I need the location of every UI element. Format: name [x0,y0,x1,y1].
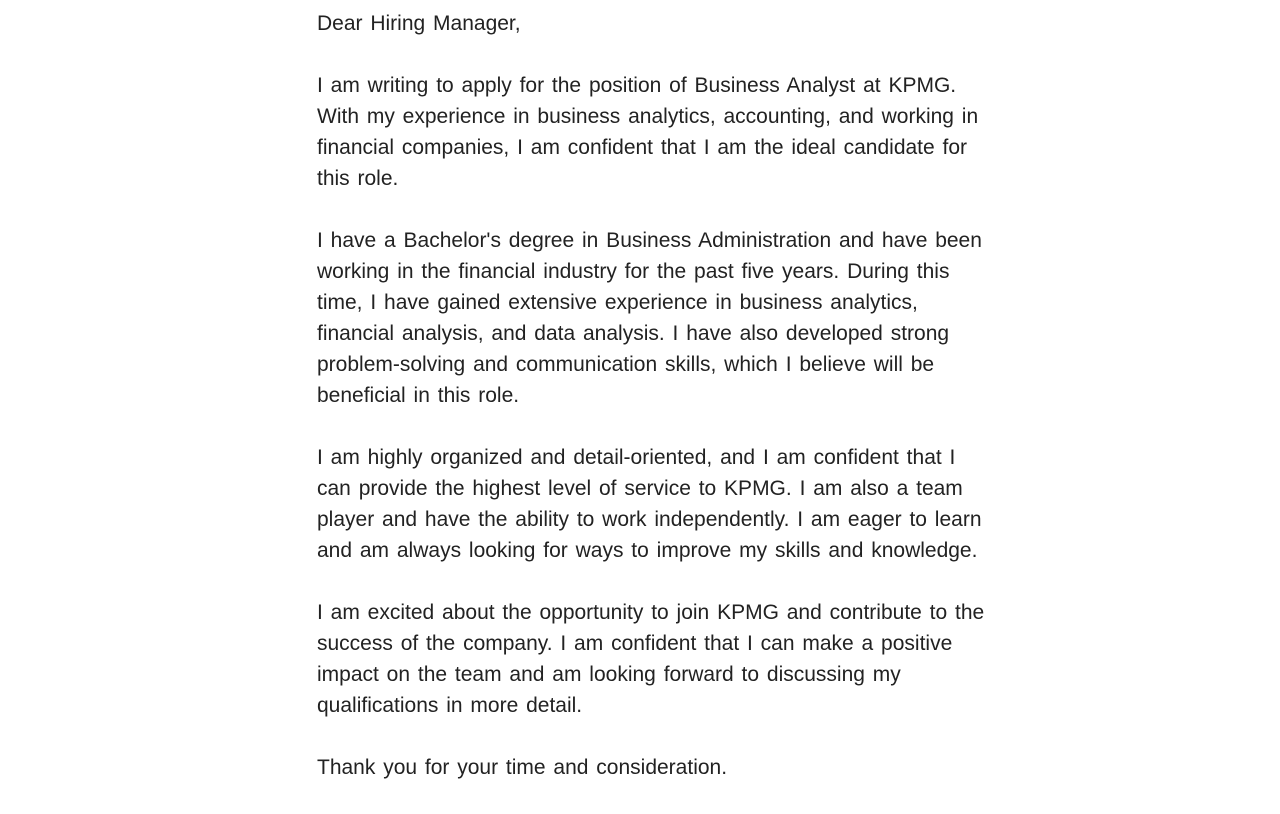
cover-letter [317,8,997,814]
closing-line: Thank you for your time and consideration. [317,756,728,779]
paragraph-intro: I am writing to apply for the position of Business Analyst at KPMG. With my experience in business analytics, accounting, and working in financial companies, I am confident that I am the ideal candidate for this role. [317,74,979,190]
paragraph-skills: I am highly organized and detail-oriented, and I am confident that I can provide the highest level of service to KPMG. I am also a team player and have the ability to work independently. I am eager to learn and am always looking for ways to improve my skills and knowledge. [317,446,982,562]
paragraph-background: I have a Bachelor's degree in Business Administration and have been working in the financial industry for the past five years. During this time, I have gained extensive experience in business analytics, financial analysis, and data analysis. I have also developed strong problem-solving and communication skills, which I believe will be beneficial in this role. [317,229,982,407]
paragraph-motivation: I am excited about the opportunity to join KPMG and contribute to the success of the company. I am confident that I can make a positive impact on the team and am looking forward to discussing my qualifications in more detail. [317,601,985,717]
salutation: Dear Hiring Manager, [317,12,521,35]
